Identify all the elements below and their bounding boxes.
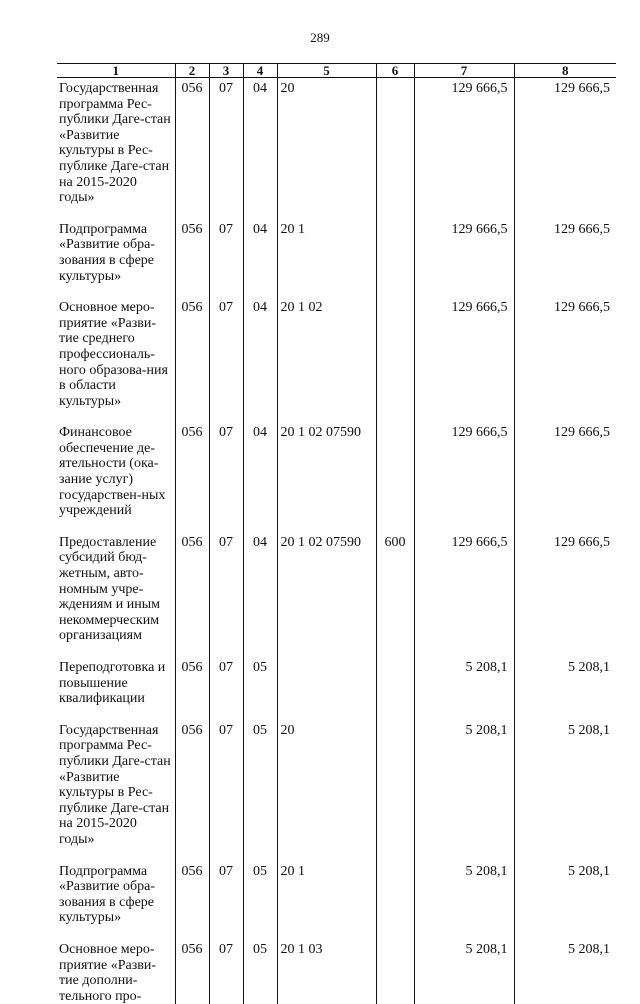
expense-type (376, 425, 414, 535)
section-code: 07 (209, 78, 243, 222)
section-code: 07 (209, 300, 243, 425)
amount-col8: 129 666,5 (514, 78, 616, 222)
section-code: 07 (209, 864, 243, 942)
subsection-code: 05 (243, 942, 277, 1004)
section-code: 07 (209, 660, 243, 723)
table-row (57, 300, 616, 425)
expense-type (376, 300, 414, 425)
amount-col8: 129 666,5 (514, 222, 616, 300)
table-row (57, 425, 616, 535)
target-code: 20 (277, 78, 376, 222)
section-code: 07 (209, 425, 243, 535)
header-cell: 8 (514, 64, 616, 78)
amount-col7: 5 208,1 (414, 942, 514, 1004)
amount-col7: 129 666,5 (414, 222, 514, 300)
target-code: 20 (277, 723, 376, 864)
table-row (57, 535, 616, 660)
expense-type (376, 723, 414, 864)
item-name: Государственная программа Рес-публики Даге-стан «Развитие культуры в Рес-публике Даге-стан на 2015-2020 годы» (59, 722, 171, 847)
section-code: 07 (209, 723, 243, 864)
subsection-code: 05 (243, 660, 277, 723)
header-cell: 3 (209, 64, 243, 78)
expense-type (376, 942, 414, 1004)
table-row (57, 222, 616, 300)
header-cell: 6 (376, 64, 414, 78)
item-name: Предоставление субсидий бюд-жетным, авто-номным учре-ждениям и иным некоммерческим организациям (59, 534, 161, 644)
item-name: Государственная программа Рес-публики Даге-стан «Развитие культуры в Рес-публике Даге-стан на 2015-2020 годы» (59, 81, 171, 206)
section-code: 07 (209, 535, 243, 660)
expense-type: 600 (376, 535, 414, 660)
header-cell: 5 (277, 64, 376, 78)
subsection-code: 04 (243, 425, 277, 535)
table-row (57, 723, 616, 864)
target-code: 20 1 (277, 864, 376, 942)
subsection-code: 05 (243, 723, 277, 864)
ministry-code: 056 (175, 300, 209, 425)
ministry-code: 056 (175, 942, 209, 1004)
expense-type (376, 864, 414, 942)
header-cell: 7 (414, 64, 514, 78)
header-cell: 1 (57, 64, 175, 78)
target-code: 20 1 02 07590 (277, 425, 376, 535)
amount-col8: 5 208,1 (514, 864, 616, 942)
amount-col7: 129 666,5 (414, 78, 514, 222)
ministry-code: 056 (175, 78, 209, 222)
ministry-code: 056 (175, 222, 209, 300)
expense-type (376, 660, 414, 723)
amount-col8: 129 666,5 (514, 425, 616, 535)
subsection-code: 04 (243, 78, 277, 222)
item-name: Основное меро-приятие «Разви-тие дополни-тельного про- (59, 941, 157, 1004)
subsection-code: 04 (243, 300, 277, 425)
target-code: 20 1 02 07590 (277, 535, 376, 660)
item-name: Подпрограмма «Развитие обра-зования в сфере культуры» (59, 221, 155, 284)
ministry-code: 056 (175, 535, 209, 660)
subsection-code: 04 (243, 535, 277, 660)
page-number: 289 (310, 30, 330, 45)
amount-col7: 5 208,1 (414, 723, 514, 864)
item-name: Переподготовка и повышение квалификации (59, 660, 166, 707)
amount-col8: 5 208,1 (514, 723, 616, 864)
expense-type (376, 78, 414, 222)
ministry-code: 056 (175, 864, 209, 942)
subsection-code: 04 (243, 222, 277, 300)
section-code: 07 (209, 942, 243, 1004)
table-row (57, 660, 616, 723)
target-code: 20 1 03 (277, 942, 376, 1004)
target-code: 20 1 02 (277, 300, 376, 425)
header-cell: 4 (243, 64, 277, 78)
header-cell: 2 (175, 64, 209, 78)
item-name: Основное меро-приятие «Разви-тие среднего профессиональ-ного образова-ния в области культуры» (59, 300, 168, 409)
amount-col7: 129 666,5 (414, 300, 514, 425)
ministry-code: 056 (175, 660, 209, 723)
amount-col7: 5 208,1 (414, 864, 514, 942)
item-name: Финансовое обеспечение де-ятельности (ока-зание услуг) государствен-ных учреждений (59, 425, 166, 519)
amount-col8: 5 208,1 (514, 660, 616, 723)
table-row (57, 78, 616, 222)
budget-table (57, 63, 616, 1004)
subsection-code: 05 (243, 864, 277, 942)
amount-col8: 129 666,5 (514, 535, 616, 660)
amount-col8: 5 208,1 (514, 942, 616, 1004)
target-code: 20 1 (277, 222, 376, 300)
table-row (57, 864, 616, 942)
amount-col7: 129 666,5 (414, 535, 514, 660)
amount-col8: 129 666,5 (514, 300, 616, 425)
target-code (277, 660, 376, 723)
ministry-code: 056 (175, 723, 209, 864)
amount-col7: 129 666,5 (414, 425, 514, 535)
item-name: Подпрограмма «Развитие обра-зования в сфере культуры» (59, 863, 155, 926)
expense-type (376, 222, 414, 300)
header-row (57, 64, 616, 78)
section-code: 07 (209, 222, 243, 300)
table-row (57, 942, 616, 1004)
ministry-code: 056 (175, 425, 209, 535)
amount-col7: 5 208,1 (414, 660, 514, 723)
